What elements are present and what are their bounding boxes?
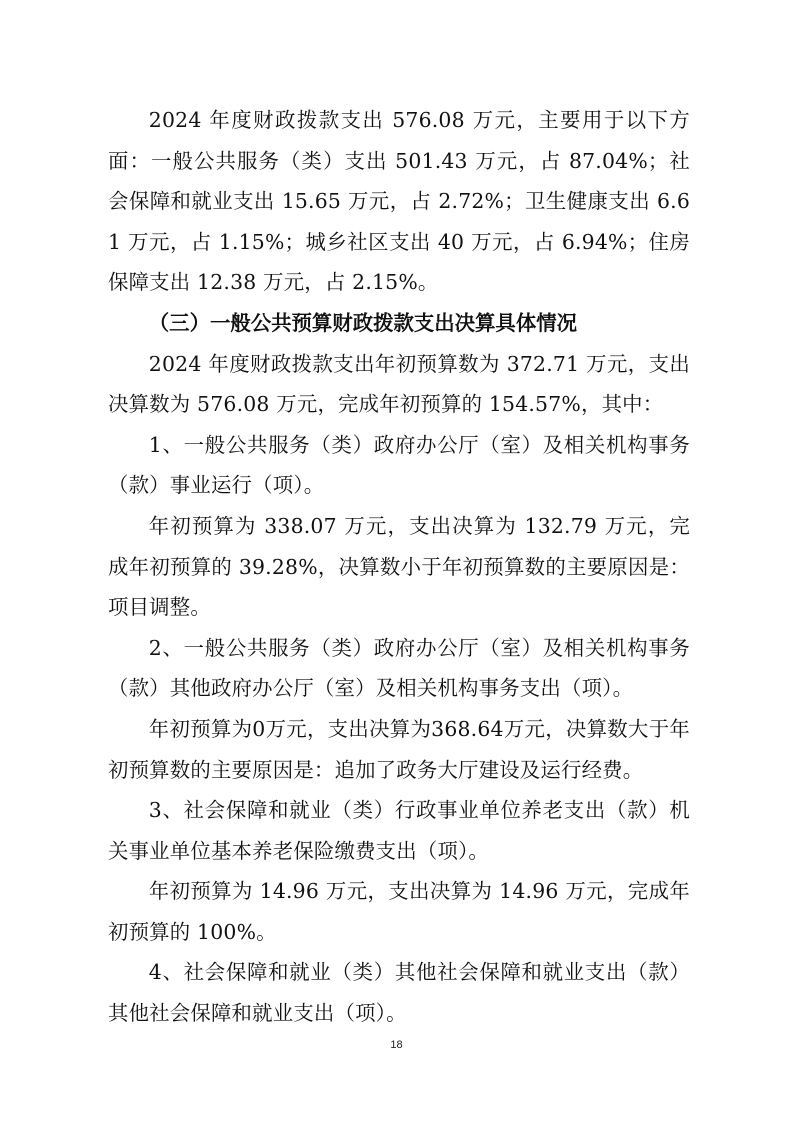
section-heading: （三）一般公共预算财政拨款支出决算具体情况 <box>148 310 577 335</box>
paragraph-item-3-detail: 年初预算为 14.96 万元，支出决算为 14.96 万元，完成年初预算的 100%。 <box>108 879 690 944</box>
paragraph-item-3-title: 3、社会保障和就业（类）行政事业单位养老支出（款）机关事业单位基本养老保险缴费支出（项）。 <box>108 798 690 863</box>
paragraph-item-4-title: 4、社会保障和就业（类）其他社会保障和就业支出（款）其他社会保障和就业支出（项）。 <box>108 960 690 1026</box>
paragraph-item-1-title: 1、一般公共服务（类）政府办公厅（室）及相关机构事务（款）事业运行（项）。 <box>108 432 690 498</box>
paragraph-budget-overview: 2024 年度财政拨款支出年初预算数为 372.71 万元，支出决算数为 576.08 万元，完成年初预算的 154.57%，其中： <box>108 351 690 417</box>
document-body <box>108 100 690 1034</box>
paragraph-item-1-detail: 年初预算为 338.07 万元，支出决算为 132.79 万元，完成年初预算的 39.28%，决算数小于年初预算数的主要原因是：项目调整。 <box>108 513 690 620</box>
paragraph-item-2-detail: 年初预算为0万元，支出决算为368.64万元，决算数大于年初预算数的主要原因是：追加了政务大厅建设及运行经费。 <box>108 716 690 782</box>
paragraph-expenditure-summary: 2024 年度财政拨款支出 576.08 万元，主要用于以下方面：一般公共服务（类）支出 501.43 万元，占 87.04%；社会保障和就业支出 15.65 万元，占 2.72%；卫生健康支出 6.61 万元，占 1.15%；城乡社区支出 40 万元，占 6.94%；住房保障支出 12.38 万元，占 2.15%。 <box>108 108 690 295</box>
paragraph-item-2-title: 2、一般公共服务（类）政府办公厅（室）及相关机构事务（款）其他政府办公厅（室）及相关机构事务支出（项）。 <box>108 635 690 701</box>
page-number: 18 <box>390 1039 403 1051</box>
